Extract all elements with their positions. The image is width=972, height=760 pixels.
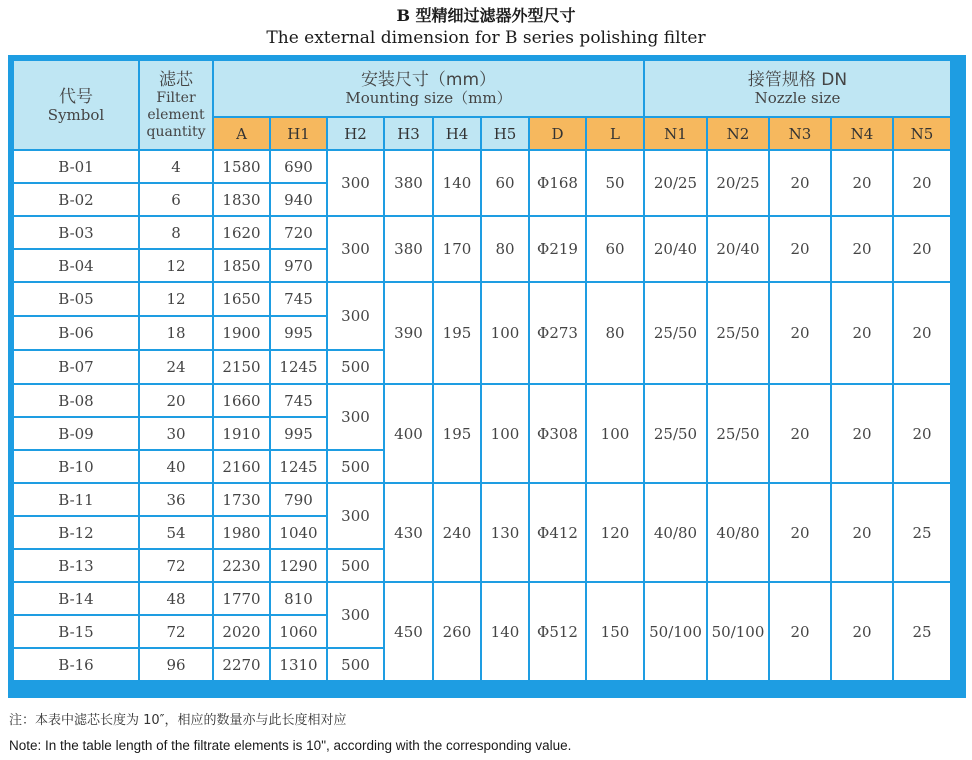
cell-h2: 500 — [328, 550, 383, 581]
table-row — [14, 283, 950, 315]
cell-n5: 20 — [894, 217, 950, 281]
symbol-header — [14, 61, 138, 149]
cell-n2: 25/50 — [708, 283, 768, 383]
dimension-table-frame — [8, 55, 966, 698]
cell-a: 2160 — [214, 451, 269, 482]
cell-d: Φ512 — [530, 583, 585, 680]
cell-n5: 20 — [894, 151, 950, 215]
cell-filter-quantity: 54 — [140, 517, 212, 548]
cell-n3: 20 — [770, 283, 830, 383]
cell-n1: 25/50 — [645, 385, 706, 482]
cell-n4: 20 — [832, 484, 892, 581]
col-header-h1: H1 — [271, 118, 326, 149]
cell-h4: 170 — [434, 217, 480, 281]
col-header-h4: H4 — [434, 118, 480, 149]
table-row — [14, 151, 950, 182]
cell-n4: 20 — [832, 385, 892, 482]
cell-h2: 300 — [328, 151, 383, 215]
cell-n1: 50/100 — [645, 583, 706, 680]
cell-n1: 20/25 — [645, 151, 706, 215]
cell-d: Φ412 — [530, 484, 585, 581]
cell-n1: 20/40 — [645, 217, 706, 281]
filter-quantity-header — [140, 61, 212, 149]
cell-n5: 20 — [894, 385, 950, 482]
cell-filter-quantity: 20 — [140, 385, 212, 416]
cell-symbol: B-04 — [14, 250, 138, 281]
cell-h1: 1310 — [271, 649, 326, 680]
cell-h1: 745 — [271, 385, 326, 416]
cell-h2: 300 — [328, 385, 383, 449]
nozzle-header-cn: 接管规格 DN — [747, 70, 848, 90]
mounting-size-header — [214, 61, 643, 116]
cell-a: 1900 — [214, 317, 269, 349]
cell-n4: 20 — [832, 583, 892, 680]
cell-filter-quantity: 6 — [140, 184, 212, 215]
filter-header-en-2: element — [147, 106, 205, 123]
cell-h1: 745 — [271, 283, 326, 315]
note-english: Note: In the table length of the filtrate elements is 10", according with the corresponding value. — [9, 738, 572, 753]
cell-filter-quantity: 72 — [140, 616, 212, 647]
cell-filter-quantity: 12 — [140, 283, 212, 315]
cell-a: 1660 — [214, 385, 269, 416]
filter-header-en-3: quantity — [146, 123, 206, 140]
cell-n2: 25/50 — [708, 385, 768, 482]
cell-d: Φ273 — [530, 283, 585, 383]
cell-d: Φ308 — [530, 385, 585, 482]
col-header-d: D — [530, 118, 585, 149]
cell-n1: 40/80 — [645, 484, 706, 581]
cell-a: 1830 — [214, 184, 269, 215]
table-row — [14, 385, 950, 416]
cell-h2: 500 — [328, 351, 383, 383]
cell-h1: 940 — [271, 184, 326, 215]
cell-l: 150 — [587, 583, 643, 680]
cell-h1: 1060 — [271, 616, 326, 647]
cell-symbol: B-10 — [14, 451, 138, 482]
cell-filter-quantity: 72 — [140, 550, 212, 581]
filter-header-cn: 滤芯 — [159, 69, 193, 90]
cell-symbol: B-12 — [14, 517, 138, 548]
nozzle-size-header — [645, 61, 950, 116]
cell-filter-quantity: 36 — [140, 484, 212, 515]
cell-h1: 1290 — [271, 550, 326, 581]
col-header-n5: N5 — [894, 118, 950, 149]
dimension-table — [12, 59, 952, 682]
note-chinese: 注：本表中滤芯长度为 10″，相应的数量亦与此长度相对应 — [9, 713, 347, 728]
cell-h3: 450 — [385, 583, 432, 680]
cell-symbol: B-08 — [14, 385, 138, 416]
col-header-n1: N1 — [645, 118, 706, 149]
cell-h3: 430 — [385, 484, 432, 581]
cell-h1: 720 — [271, 217, 326, 248]
cell-h1: 690 — [271, 151, 326, 182]
cell-l: 60 — [587, 217, 643, 281]
cell-h1: 995 — [271, 317, 326, 349]
cell-symbol: B-13 — [14, 550, 138, 581]
cell-d: Φ219 — [530, 217, 585, 281]
cell-h1: 1040 — [271, 517, 326, 548]
cell-h4: 195 — [434, 385, 480, 482]
cell-symbol: B-03 — [14, 217, 138, 248]
cell-n2: 20/25 — [708, 151, 768, 215]
cell-symbol: B-14 — [14, 583, 138, 614]
symbol-header-cn: 代号 — [59, 86, 93, 107]
cell-n3: 20 — [770, 217, 830, 281]
cell-symbol: B-02 — [14, 184, 138, 215]
cell-filter-quantity: 96 — [140, 649, 212, 680]
cell-a: 1580 — [214, 151, 269, 182]
cell-h3: 400 — [385, 385, 432, 482]
cell-h4: 260 — [434, 583, 480, 680]
cell-a: 1650 — [214, 283, 269, 315]
mounting-header-en: Mounting size（mm） — [345, 89, 512, 107]
page-title-chinese: B 型精细过滤器外型尺寸 — [396, 6, 576, 25]
cell-symbol: B-07 — [14, 351, 138, 383]
cell-h5: 130 — [482, 484, 528, 581]
mounting-header-cn: 安装尺寸（mm） — [360, 70, 497, 90]
cell-symbol: B-15 — [14, 616, 138, 647]
cell-h4: 240 — [434, 484, 480, 581]
table-row — [14, 217, 950, 248]
cell-n3: 20 — [770, 484, 830, 581]
cell-h1: 1245 — [271, 451, 326, 482]
filter-header-en-1: Filter — [156, 89, 196, 106]
cell-l: 80 — [587, 283, 643, 383]
cell-h1: 1245 — [271, 351, 326, 383]
cell-symbol: B-05 — [14, 283, 138, 315]
cell-h1: 995 — [271, 418, 326, 449]
cell-a: 1620 — [214, 217, 269, 248]
cell-symbol: B-16 — [14, 649, 138, 680]
col-header-a: A — [214, 118, 269, 149]
col-header-n3: N3 — [770, 118, 830, 149]
cell-h5: 100 — [482, 283, 528, 383]
cell-l: 50 — [587, 151, 643, 215]
cell-n5: 20 — [894, 283, 950, 383]
cell-n4: 20 — [832, 217, 892, 281]
col-header-n4: N4 — [832, 118, 892, 149]
cell-h3: 390 — [385, 283, 432, 383]
cell-n5: 25 — [894, 484, 950, 581]
cell-l: 120 — [587, 484, 643, 581]
page-title-english: The external dimension for B series polishing filter — [266, 28, 706, 48]
col-header-h3: H3 — [385, 118, 432, 149]
cell-h2: 300 — [328, 217, 383, 281]
cell-n1: 25/50 — [645, 283, 706, 383]
cell-h3: 380 — [385, 217, 432, 281]
cell-n5: 25 — [894, 583, 950, 680]
cell-a: 2150 — [214, 351, 269, 383]
cell-h4: 195 — [434, 283, 480, 383]
cell-h4: 140 — [434, 151, 480, 215]
cell-n4: 20 — [832, 283, 892, 383]
cell-n3: 20 — [770, 583, 830, 680]
cell-n4: 20 — [832, 151, 892, 215]
col-header-n2: N2 — [708, 118, 768, 149]
cell-n2: 20/40 — [708, 217, 768, 281]
cell-h2: 500 — [328, 649, 383, 680]
cell-h5: 80 — [482, 217, 528, 281]
table-body — [14, 61, 950, 680]
cell-d: Φ168 — [530, 151, 585, 215]
cell-h2: 300 — [328, 583, 383, 647]
cell-h2: 500 — [328, 451, 383, 482]
cell-filter-quantity: 24 — [140, 351, 212, 383]
cell-h2: 300 — [328, 484, 383, 548]
cell-h1: 790 — [271, 484, 326, 515]
cell-filter-quantity: 4 — [140, 151, 212, 182]
cell-symbol: B-06 — [14, 317, 138, 349]
cell-a: 2270 — [214, 649, 269, 680]
cell-a: 1980 — [214, 517, 269, 548]
cell-symbol: B-11 — [14, 484, 138, 515]
cell-filter-quantity: 40 — [140, 451, 212, 482]
cell-h5: 60 — [482, 151, 528, 215]
cell-filter-quantity: 30 — [140, 418, 212, 449]
cell-filter-quantity: 18 — [140, 317, 212, 349]
cell-h1: 810 — [271, 583, 326, 614]
cell-h5: 140 — [482, 583, 528, 680]
cell-n2: 40/80 — [708, 484, 768, 581]
cell-symbol: B-09 — [14, 418, 138, 449]
cell-n2: 50/100 — [708, 583, 768, 680]
cell-a: 1730 — [214, 484, 269, 515]
cell-h2: 300 — [328, 283, 383, 349]
cell-n3: 20 — [770, 151, 830, 215]
cell-a: 1850 — [214, 250, 269, 281]
cell-filter-quantity: 48 — [140, 583, 212, 614]
cell-a: 1770 — [214, 583, 269, 614]
cell-h5: 100 — [482, 385, 528, 482]
cell-a: 2230 — [214, 550, 269, 581]
cell-n3: 20 — [770, 385, 830, 482]
cell-l: 100 — [587, 385, 643, 482]
cell-filter-quantity: 12 — [140, 250, 212, 281]
nozzle-header-en: Nozzle size — [754, 89, 841, 107]
col-header-l: L — [587, 118, 643, 149]
cell-h3: 380 — [385, 151, 432, 215]
col-header-h5: H5 — [482, 118, 528, 149]
cell-symbol: B-01 — [14, 151, 138, 182]
col-header-h2: H2 — [328, 118, 383, 149]
table-row — [14, 484, 950, 515]
cell-a: 2020 — [214, 616, 269, 647]
cell-h1: 970 — [271, 250, 326, 281]
table-row — [14, 583, 950, 614]
symbol-header-en: Symbol — [47, 105, 105, 124]
cell-filter-quantity: 8 — [140, 217, 212, 248]
cell-a: 1910 — [214, 418, 269, 449]
